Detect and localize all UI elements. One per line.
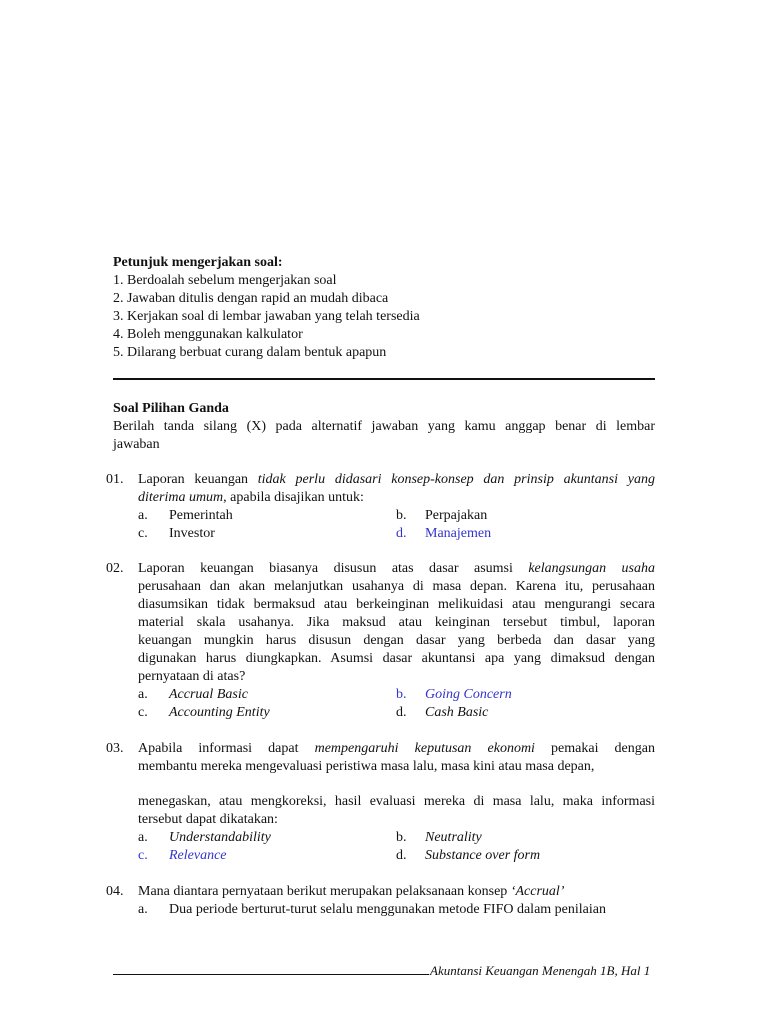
question-text-cont: diasumsikan tidak bermaksud atau berkeinginan melikuidasi atau mengurangi secara — [138, 597, 655, 612]
option-letter: a. — [138, 508, 148, 523]
instruction-item: 1. Berdoalah sebelum mengerjakan soal — [113, 273, 337, 288]
footer-rule — [113, 974, 429, 975]
instruction-item: 5. Dilarang berbuat curang dalam bentuk apapun — [113, 345, 387, 360]
option-b-selected[interactable]: Going Concern — [425, 687, 512, 702]
footer-text: Akuntansi Keuangan Menengah 1B, Hal 1 — [430, 963, 651, 978]
question-number: 03. — [106, 741, 124, 756]
option-c-selected[interactable]: Relevance — [169, 848, 227, 863]
instruction-item: 2. Jawaban ditulis dengan rapid an mudah dibaca — [113, 291, 389, 306]
instructions-title: Petunjuk mengerjakan soal: — [113, 255, 283, 270]
section-title: Soal Pilihan Ganda — [113, 401, 229, 416]
option-letter: d. — [396, 848, 407, 863]
option-letter-selected: b. — [396, 687, 407, 702]
option-d[interactable]: Substance over form — [425, 848, 541, 863]
option-a[interactable]: Dua periode berturut-turut selalu menggunakan metode FIFO dalam penilaian — [169, 902, 606, 917]
option-letter: c. — [138, 705, 148, 720]
option-letter-selected: c. — [138, 848, 148, 863]
option-d-selected[interactable]: Manajemen — [425, 526, 492, 541]
option-letter: a. — [138, 902, 148, 917]
question-text-cont: menegaskan, atau mengkoreksi, hasil evaluasi mereka di masa lalu, maka informasi — [138, 794, 655, 809]
option-letter: b. — [396, 830, 407, 845]
option-a[interactable]: Understandability — [169, 830, 271, 845]
option-letter: d. — [396, 705, 407, 720]
question-text-cont: membantu mereka mengevaluasi peristiwa masa lalu, masa kini atau masa depan, — [138, 759, 595, 774]
question-text-cont: material skala usahanya. Jika maksud atau keinginan tersebut timbul, laporan — [138, 615, 655, 630]
question-text: Laporan keuangan biasanya disusun atas dasar asumsi kelangsungan usaha — [138, 561, 655, 576]
option-letter: c. — [138, 526, 148, 541]
question-text-cont: keuangan mungkin harus disusun dengan dasar yang berbeda dan dasar yang — [138, 633, 655, 648]
option-c[interactable]: Investor — [169, 526, 215, 541]
question-number: 01. — [106, 472, 124, 487]
option-d[interactable]: Cash Basic — [425, 705, 489, 720]
section-description-cont: jawaban — [113, 437, 160, 452]
question-text: Laporan keuangan tidak perlu didasari konsep-konsep dan prinsip akuntansi yang — [138, 472, 655, 487]
section-description: Berilah tanda silang (X) pada alternatif jawaban yang kamu anggap benar di lembar — [113, 419, 655, 434]
instruction-item: 3. Kerjakan soal di lembar jawaban yang telah tersedia — [113, 309, 420, 324]
question-text-cont: pernyataan di atas? — [138, 669, 246, 684]
option-letter: b. — [396, 508, 407, 523]
question-number: 02. — [106, 561, 124, 576]
question-text: Mana diantara pernyataan berikut merupakan pelaksanaan konsep ‘Accrual’ — [138, 884, 565, 899]
question-text: Apabila informasi dapat mempengaruhi keputusan ekonomi pemakai dengan — [138, 741, 655, 756]
option-a[interactable]: Pemerintah — [169, 508, 233, 523]
option-b[interactable]: Perpajakan — [425, 508, 488, 523]
option-letter: a. — [138, 830, 148, 845]
option-letter-selected: d. — [396, 526, 407, 541]
option-b[interactable]: Neutrality — [425, 830, 482, 845]
option-letter: a. — [138, 687, 148, 702]
question-number: 04. — [106, 884, 124, 899]
option-a[interactable]: Accrual Basic — [169, 687, 248, 702]
question-text-cont: perusahaan dan akan melanjutkan usahanya di masa depan. Karena itu, perusahaan — [138, 579, 655, 594]
question-text-cont: diterima umum, apabila disajikan untuk: — [138, 490, 364, 505]
option-c[interactable]: Accounting Entity — [169, 705, 270, 720]
instruction-item: 4. Boleh menggunakan kalkulator — [113, 327, 303, 342]
section-divider — [113, 378, 655, 380]
question-text-cont: tersebut dapat dikatakan: — [138, 812, 278, 827]
question-text-cont: digunakan harus diungkapkan. Asumsi dasar akuntansi apa yang dimaksud dengan — [138, 651, 655, 666]
